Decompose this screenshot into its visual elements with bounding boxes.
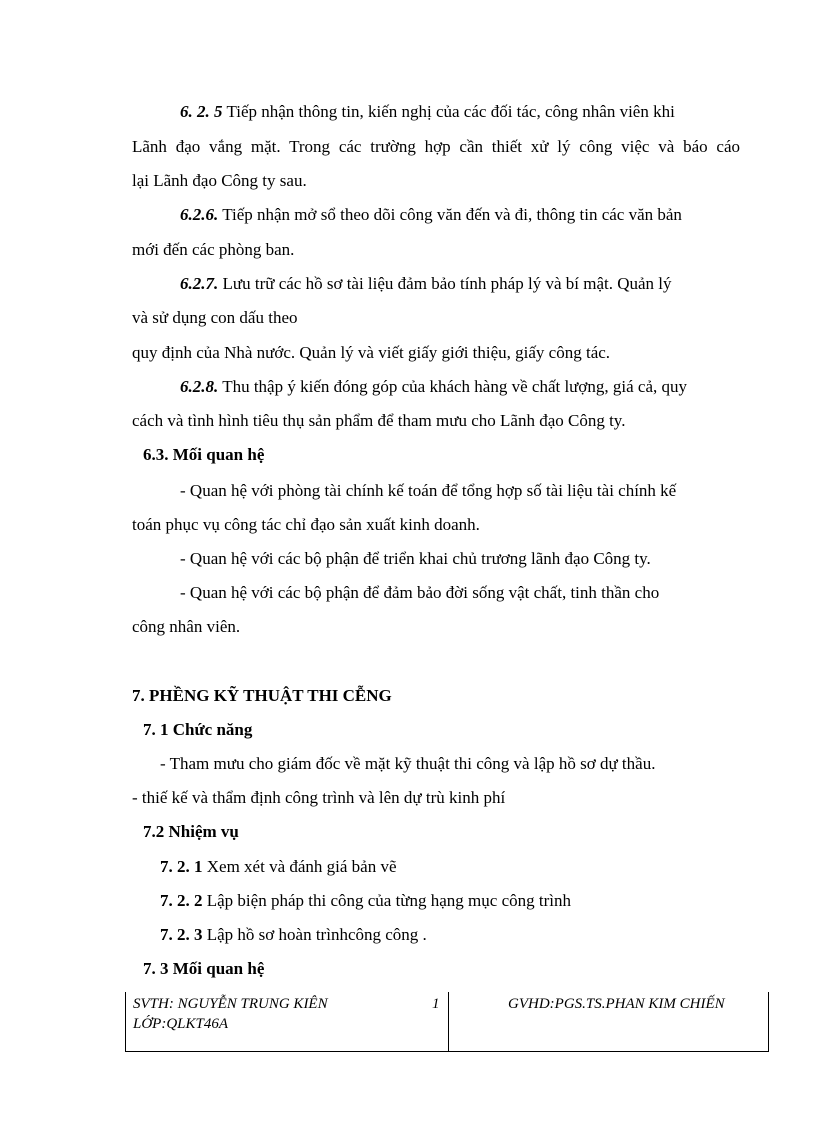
- item-text: Thu thập ý kiến đóng góp của khách hàng về chất lượng, giá cả, quy: [222, 377, 687, 396]
- item-text: Xem xét và đánh giá bản vẽ: [206, 857, 397, 876]
- footer-class: LỚP:QLKT46A: [133, 1016, 229, 1032]
- item-text: Tiếp nhận mở sổ theo dõi công văn đến và đi, thông tin các văn bản: [222, 205, 682, 224]
- section-heading-6-3: 6.3. Mối quan hệ: [143, 445, 265, 464]
- paragraph-6-2-5-line-1: [180, 102, 675, 122]
- paragraph-6-2-7-line-3: quy định của Nhà nước. Quản lý và viết giấy giới thiệu, giấy công tác.: [132, 343, 611, 362]
- task-item-7-2-2: [160, 891, 571, 911]
- relation-bullet-2: - Quan hệ với các bộ phận để triển khai chủ trương lãnh đạo Công ty.: [180, 549, 651, 568]
- item-text: Lưu trữ các hồ sơ tài liệu đảm bảo tính pháp lý và bí mật. Quản lý: [222, 274, 672, 293]
- function-line-1: - Tham mưu cho giám đốc về mặt kỹ thuật thi công và lập hồ sơ dự thầu.: [160, 754, 656, 773]
- item-text: Tiếp nhận thông tin, kiến nghị của các đối tác, công nhân viên khi: [226, 102, 675, 121]
- paragraph-6-2-5-line-3: lại Lãnh đạo Công ty sau.: [132, 171, 307, 190]
- paragraph-6-2-8-line-2: cách và tình hình tiêu thụ sản phẩm để tham mưu cho Lãnh đạo Công ty.: [132, 411, 626, 430]
- section-heading-7: 7. PHỀNG KỸ THUẬT THI CỄNG: [132, 686, 392, 705]
- relation-bullet-3-line-1: - Quan hệ với các bộ phận để đảm bảo đời sống vật chất, tinh thần cho: [180, 583, 660, 602]
- paragraph-6-2-6-line-2: mới đến các phòng ban.: [132, 240, 295, 259]
- paragraph-6-2-7-line-1: [180, 274, 672, 294]
- page-footer: [125, 992, 769, 1052]
- item-number: 7. 2. 3: [160, 925, 203, 944]
- item-number: 7. 2. 2: [160, 891, 203, 910]
- section-heading-7-3: 7. 3 Mối quan hệ: [143, 959, 265, 978]
- item-text: Lập hồ sơ hoàn trìnhcông công .: [206, 925, 427, 944]
- paragraph-6-2-8-line-1: [180, 377, 687, 397]
- paragraph-6-2-6-line-1: [180, 205, 682, 225]
- item-number: 6.2.7.: [180, 274, 219, 293]
- relation-bullet-3-line-2: công nhân viên.: [132, 617, 241, 636]
- relation-bullet-1-line-1: - Quan hệ với phòng tài chính kế toán để tổng hợp số tài liệu tài chính kế: [180, 481, 677, 500]
- function-line-2: - thiế kế và thẩm định công trình và lên dự trù kinh phí: [132, 788, 506, 807]
- section-heading-7-2: 7.2 Nhiệm vụ: [143, 822, 239, 841]
- item-number: 6.2.6.: [180, 205, 219, 224]
- footer-page-number: 1: [432, 996, 440, 1012]
- item-number: 7. 2. 1: [160, 857, 203, 876]
- task-item-7-2-1: [160, 857, 397, 877]
- footer-advisor: GVHD:PGS.TS.PHAN KIM CHIẾN: [508, 996, 725, 1012]
- footer-divider: [448, 992, 449, 1051]
- paragraph-6-2-7-line-2: và sử dụng con dấu theo: [132, 308, 298, 327]
- section-heading-7-1: 7. 1 Chức năng: [143, 720, 253, 739]
- item-text: Lập biện pháp thi công của từng hạng mục công trình: [206, 891, 571, 910]
- task-item-7-2-3: [160, 925, 427, 945]
- relation-bullet-1-line-2: toán phục vụ công tác chỉ đạo sản xuất kinh doanh.: [132, 515, 480, 534]
- paragraph-6-2-5-line-2: Lãnh đạo vắng mặt. Trong các trường hợp cần thiết xử lý công việc và báo cáo: [132, 137, 740, 156]
- item-number: 6.2.8.: [180, 377, 219, 396]
- item-number: 6. 2. 5: [180, 102, 223, 121]
- footer-student: SVTH: NGUYỄN TRUNG KIÊN: [133, 996, 328, 1012]
